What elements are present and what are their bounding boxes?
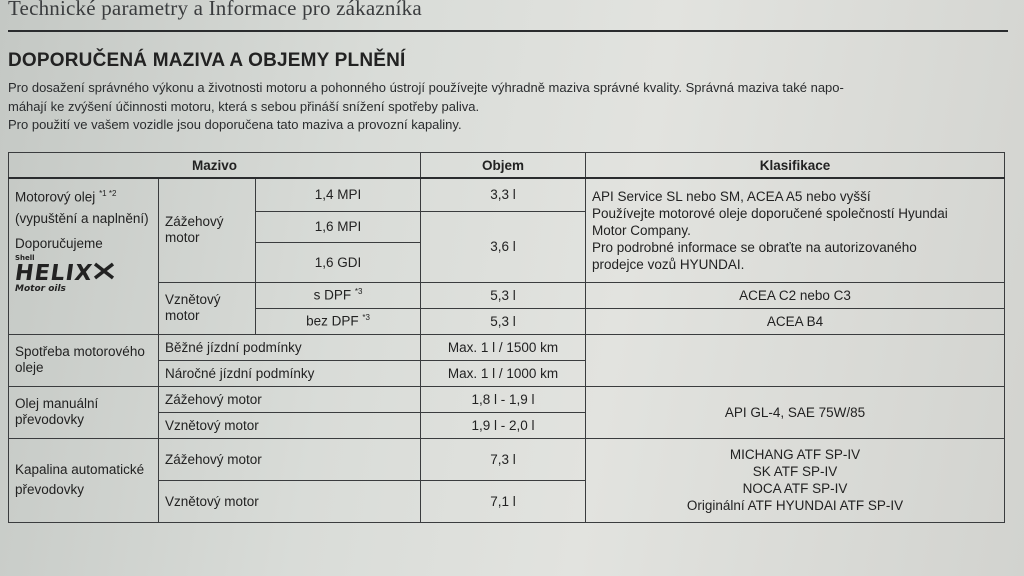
class-petrol-line-5: prodejce vozů HYUNDAI. — [592, 256, 745, 272]
page-header — [8, 0, 1008, 32]
nodpf-label: bez DPF — [306, 313, 359, 329]
nodpf-footnote: *3 — [362, 313, 370, 323]
logo-sub: Motor oils — [15, 283, 66, 294]
manual-petrol: Zážehový motor — [159, 386, 421, 412]
classification-nodpf: ACEA B4 — [586, 308, 1005, 334]
header-objem: Objem — [421, 153, 586, 179]
intro-text — [8, 79, 1003, 135]
class-petrol-line-1: API Service SL nebo SM, ACEA A5 nebo vyšší — [592, 188, 871, 204]
consumption-hard: Náročné jízdní podmínky — [159, 360, 421, 386]
petrol-engine-cell — [159, 178, 256, 282]
engine-16-gdi: 1,6 GDI — [256, 242, 421, 282]
table-header-row — [9, 153, 1005, 179]
manual-classification: API GL-4, SAE 75W/85 — [586, 386, 1005, 438]
motor-oil-note: (vypuštění a naplnění) — [15, 210, 149, 226]
consumption-label: Spotřeba motorového oleje — [9, 334, 159, 386]
page-header-text: Technické parametry a Informace pro zákazníka — [8, 0, 422, 20]
diesel-engine-label: Vznětový motor — [165, 292, 221, 323]
automatic-petrol-value: 7,3 l — [421, 438, 586, 480]
automatic-petrol: Zážehový motor — [159, 438, 421, 480]
dpf-footnote: *3 — [354, 287, 363, 297]
volume-dpf: 5,3 l — [421, 282, 586, 308]
motor-oil-footnote: *1 *2 — [99, 189, 117, 198]
table-row — [9, 386, 1005, 412]
lubricants-table — [8, 152, 1005, 523]
motor-oil-cell — [9, 178, 159, 334]
table-row — [9, 282, 1005, 308]
dpf-cell — [256, 282, 421, 308]
x-mark-icon — [93, 262, 115, 284]
table-row — [9, 438, 1005, 480]
recommend-label: Doporučujeme — [15, 235, 103, 251]
engine-16-mpi: 1,6 MPI — [256, 211, 421, 242]
classification-petrol — [586, 178, 1005, 282]
consumption-normal: Běžné jízdní podmínky — [159, 334, 421, 360]
intro-line-2: máhají ke zvýšení účinnosti motoru, která s sebou přináší snížení spotřeby paliva. — [8, 98, 480, 114]
volume-nodpf: 5,3 l — [421, 308, 586, 334]
consumption-hard-value: Max. 1 l / 1000 km — [421, 360, 586, 386]
logo-name: HELIX — [13, 260, 95, 286]
nodpf-cell — [256, 308, 421, 334]
dpf-label: s DPF — [313, 287, 352, 303]
table-row — [9, 178, 1005, 211]
logo-brand: Shell — [15, 253, 35, 262]
diesel-engine-cell — [159, 282, 256, 334]
class-petrol-line-3: Motor Company. — [592, 222, 691, 238]
section-title: DOPORUČENÁ MAZIVA A OBJEMY PLNĚNÍ — [8, 50, 406, 71]
manual-label: Olej manuální převodovky — [9, 386, 159, 438]
header-klasifikace: Klasifikace — [586, 153, 1005, 179]
consumption-classification — [586, 334, 1005, 386]
manual-diesel: Vznětový motor — [159, 412, 421, 438]
manual-diesel-value: 1,9 l - 2,0 l — [421, 412, 586, 438]
automatic-classification — [586, 438, 1005, 522]
automatic-diesel: Vznětový motor — [159, 480, 421, 522]
automatic-diesel-value: 7,1 l — [421, 480, 586, 522]
table-row — [9, 334, 1005, 360]
header-mazivo: Mazivo — [9, 153, 421, 179]
class-petrol-line-2: Používejte motorové oleje doporučené společností Hyundai — [592, 205, 948, 221]
automatic-label: Kapalina automatické převodovky — [9, 438, 159, 522]
atf-line-2: SK ATF SP-IV — [752, 464, 838, 479]
classification-dpf: ACEA C2 nebo C3 — [586, 282, 1005, 308]
manual-petrol-value: 1,8 l - 1,9 l — [421, 386, 586, 412]
engine-14-mpi: 1,4 MPI — [256, 178, 421, 211]
motor-oil-label: Motorový olej — [15, 189, 96, 205]
intro-line-1: Pro dosažení správného výkonu a životnosti motoru a pohonného ústrojí používejte výhradně maziva správné kvality. Správná maziva také napo- — [8, 80, 844, 95]
volume-14-mpi: 3,3 l — [421, 178, 586, 211]
atf-line-3: NOCA ATF SP-IV — [742, 481, 848, 496]
atf-line-1: MICHANG ATF SP-IV — [729, 447, 861, 462]
intro-line-3: Pro použití ve vašem vozidle jsou doporučena tato maziva a provozní kapaliny. — [8, 117, 462, 132]
consumption-normal-value: Max. 1 l / 1500 km — [421, 334, 586, 360]
volume-16: 3,6 l — [421, 211, 586, 282]
shell-helix-logo — [15, 255, 152, 294]
atf-line-4: Originální ATF HYUNDAI ATF SP-IV — [686, 498, 904, 513]
petrol-engine-label: Zážehový motor — [165, 214, 224, 246]
class-petrol-line-4: Pro podrobné informace se obraťte na autorizovaného — [592, 239, 917, 255]
